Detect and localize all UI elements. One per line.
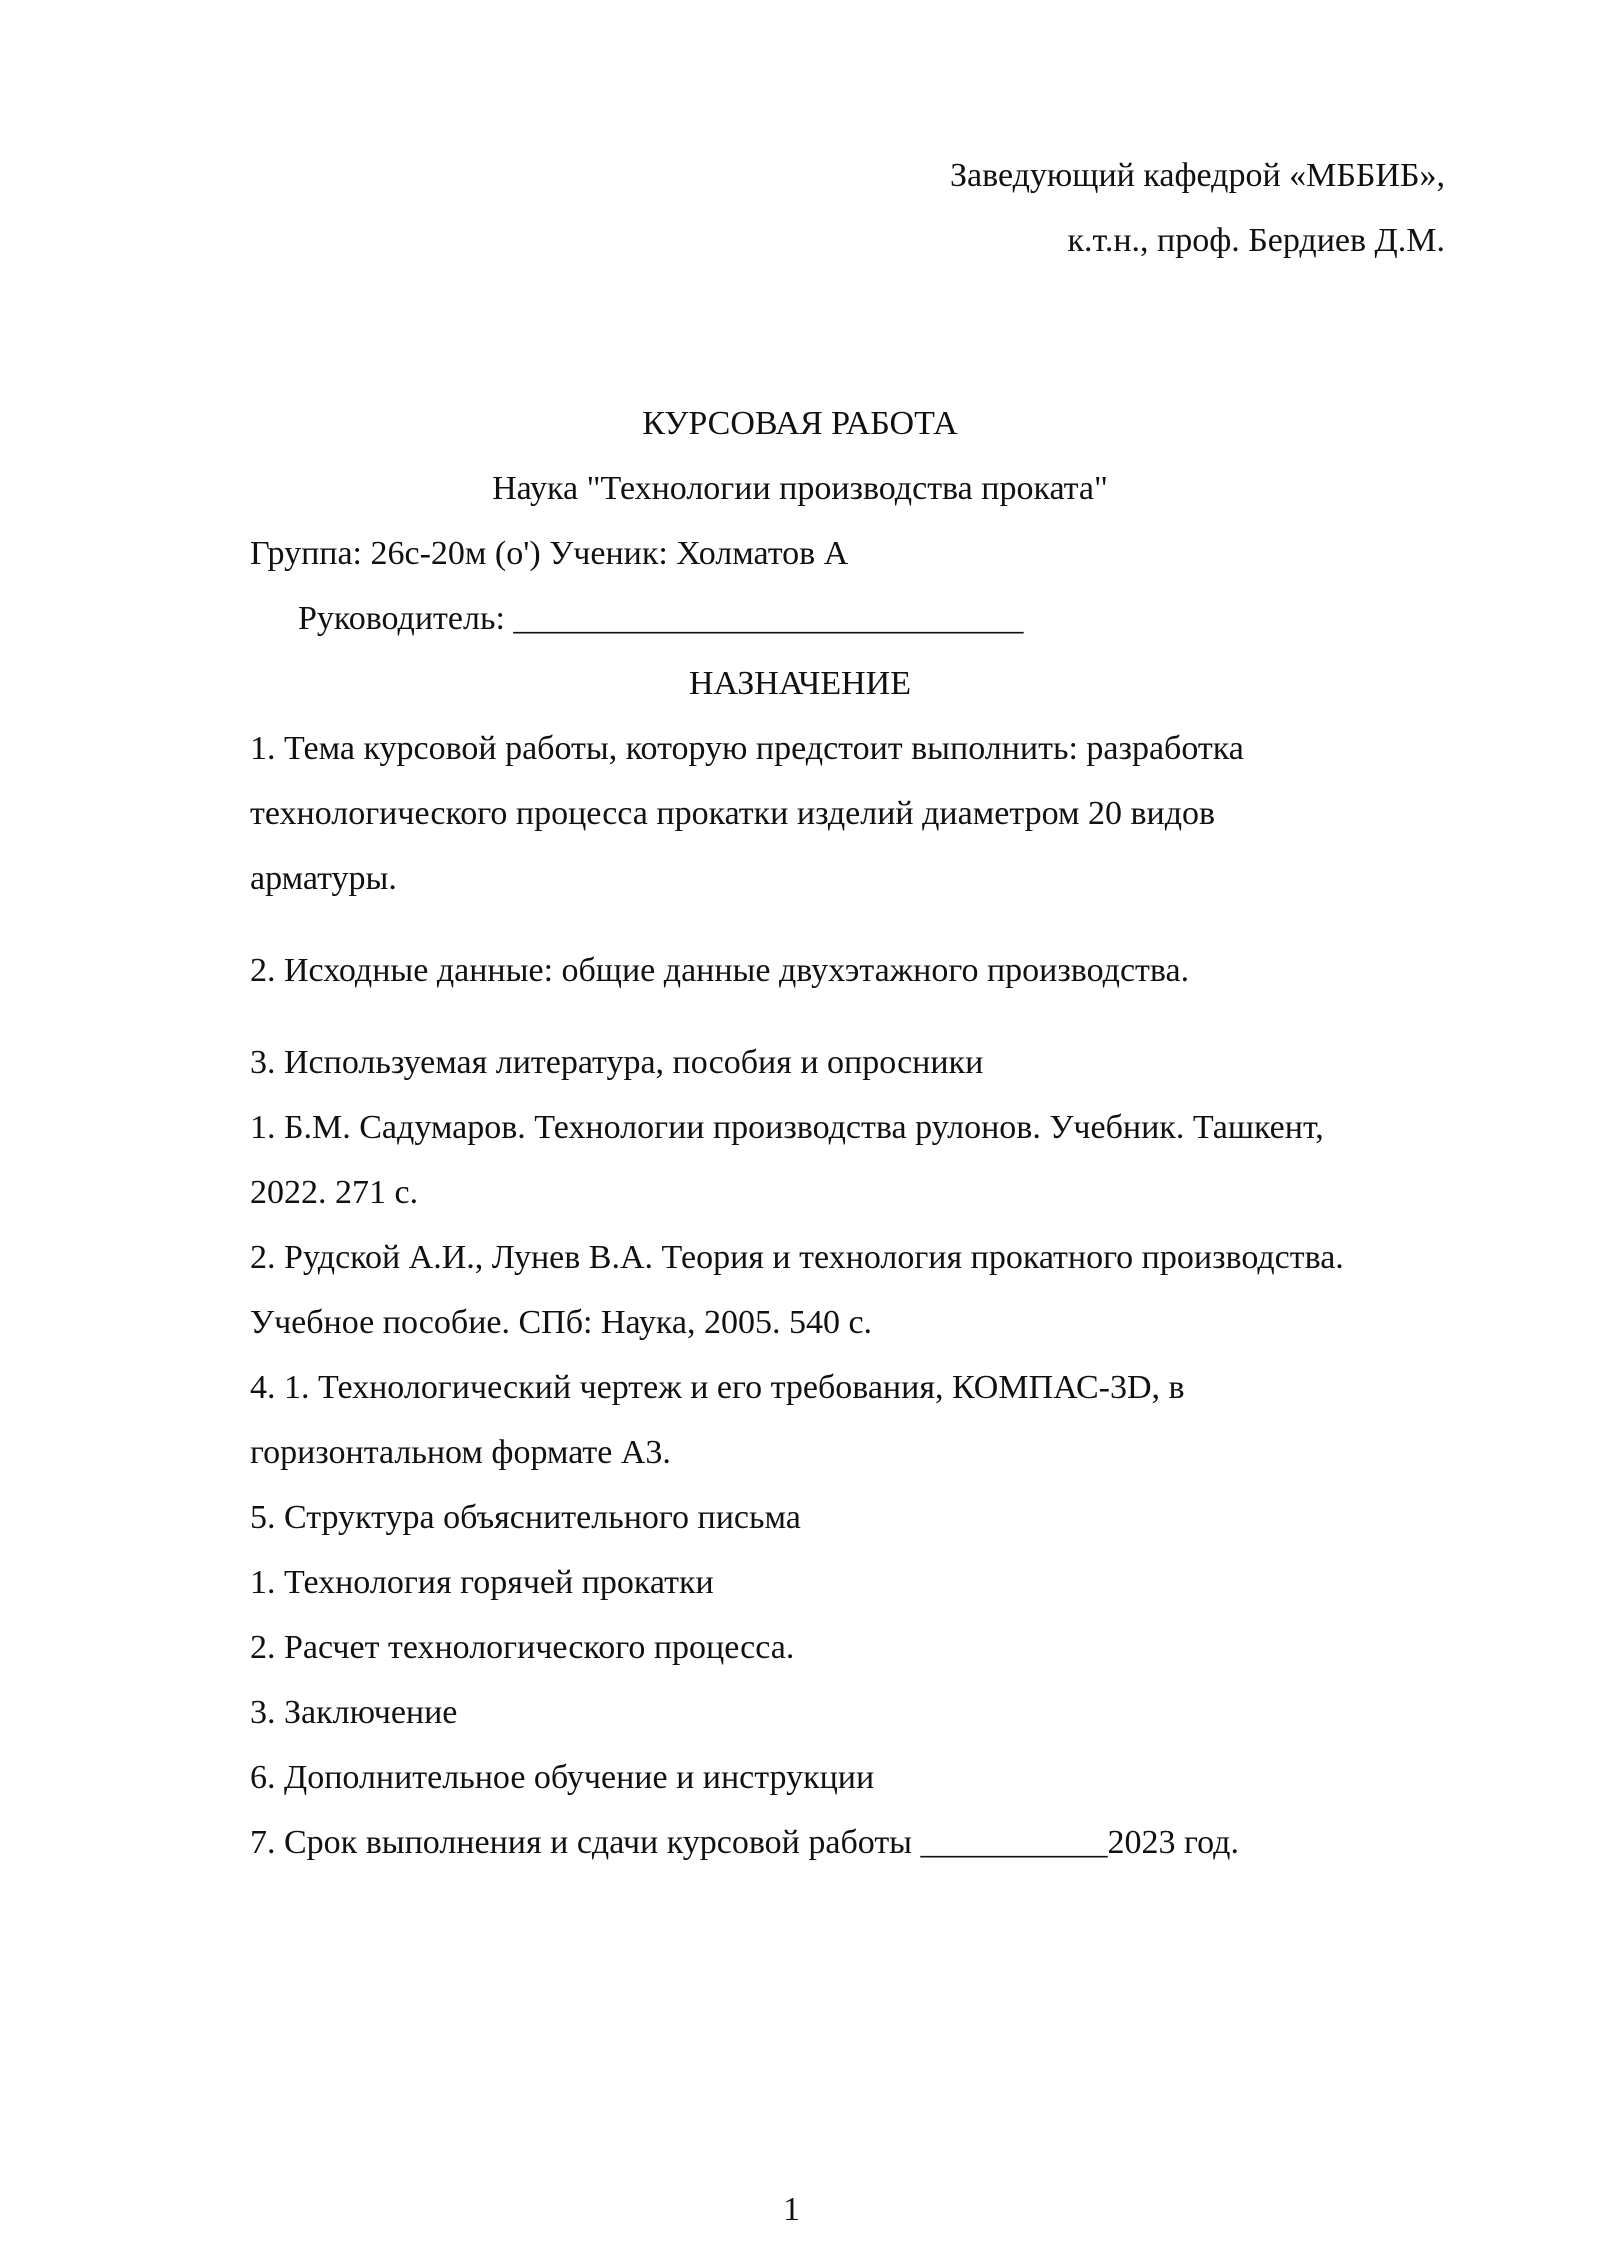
literature-line-2: 2022. 271 с. [250,1174,419,1211]
item-1-line-2: технологического процесса прокатки изделий диаметром 20 видов [250,795,1216,832]
item-6: 6. Дополнительное обучение и инструкции [250,1759,875,1796]
header-line-2: к.т.н., проф. Бердиев Д.М. [1067,222,1445,259]
group-line: Группа: 26с-20м (o') Ученик: Холматов А [250,535,849,572]
document-title: КУРСОВАЯ РАБОТА [642,405,958,442]
item-2: 2. Исходные данные: общие данные двухэтажного производства. [250,952,1190,989]
page-number: 1 [783,2191,800,2228]
structure-line-1: 1. Технология горячей прокатки [250,1564,714,1601]
item-5-heading: 5. Структура объяснительного письма [250,1499,801,1536]
item-1-line-3: арматуры. [250,860,397,897]
item-7: 7. Срок выполнения и сдачи курсовой работы ___________2023 год. [250,1824,1239,1861]
assignment-heading: НАЗНАЧЕНИЕ [689,665,911,702]
subject-line: Наука "Технологии производства проката" [492,470,1108,507]
supervisor-line: Руководитель: ______________________________ [298,600,1024,637]
structure-line-2: 2. Расчет технологического процесса. [250,1629,795,1666]
literature-line-1: 1. Б.М. Садумаров. Технологии производства рулонов. Учебник. Ташкент, [250,1109,1324,1146]
literature-line-4: Учебное пособие. СПб: Наука, 2005. 540 с. [250,1304,873,1341]
header-line-1: Заведующий кафедрой «МББИБ», [949,157,1445,194]
item-1-line-1: 1. Тема курсовой работы, которую предстоит выполнить: разработка [250,730,1244,767]
structure-line-3: 3. Заключение [250,1694,458,1731]
item-4-line-1: 4. 1. Технологический чертеж и его требования, КОМПАС-3D, в [250,1369,1185,1406]
item-4-line-2: горизонтальном формате А3. [250,1434,671,1471]
item-3-heading: 3. Используемая литература, пособия и опросники [250,1044,984,1081]
literature-line-3: 2. Рудской А.И., Лунев В.А. Теория и технология прокатного производства. [250,1239,1344,1276]
